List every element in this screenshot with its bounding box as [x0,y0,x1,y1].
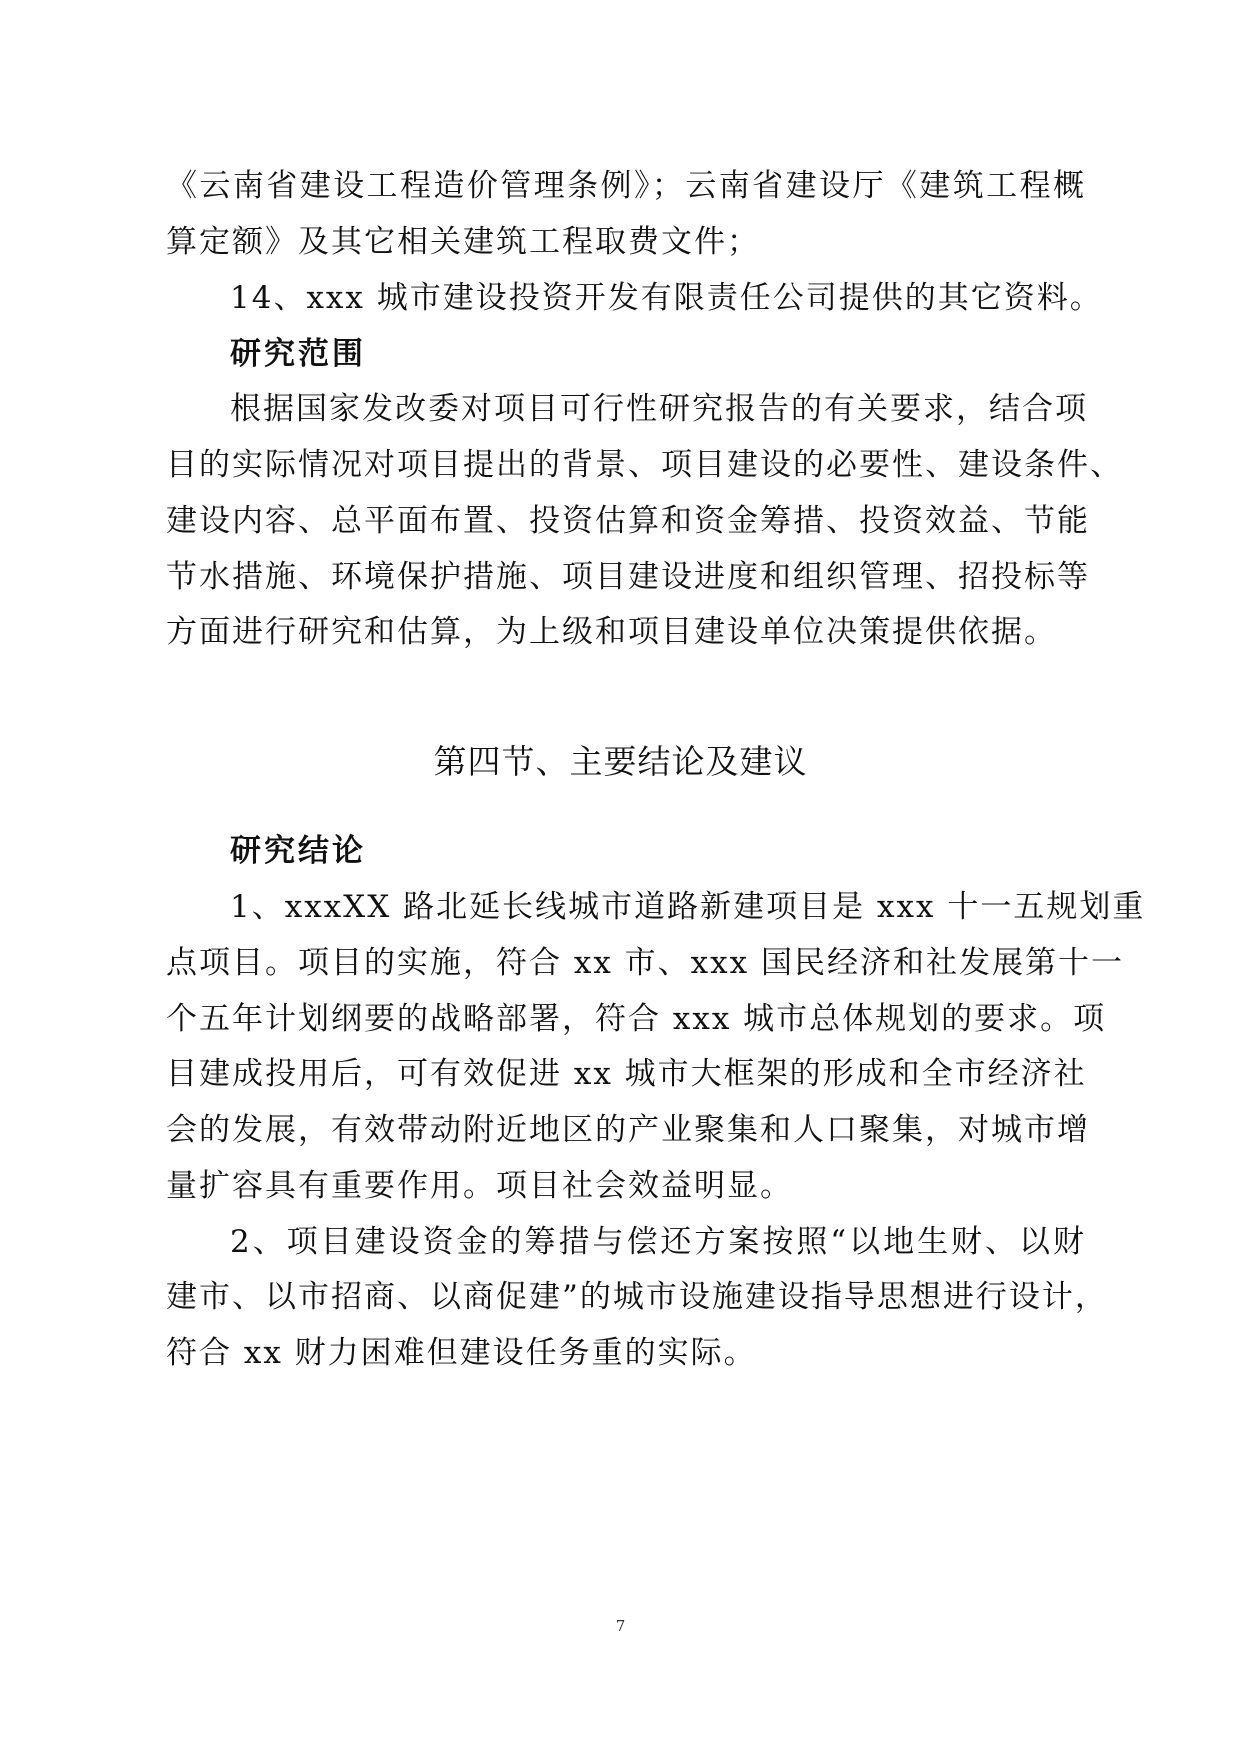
scope-line-3: 建设内容、总平面布置、投资估算和资金筹措、投资效益、节能 [166,503,1090,539]
scope-line-4: 节水措施、环境保护措施、项目建设进度和组织管理、招投标等 [166,559,1090,595]
page-number: 7 [615,1617,626,1635]
conclusion-p1-line-2: 点项目。项目的实施，符合 xx 市、xxx 国民经济和社发展第十一 [166,945,1124,981]
scope-line-1: 根据国家发改委对项目可行性研究报告的有关要求，结合项 [230,391,1088,427]
conclusion-p1-line-3: 个五年计划纲要的战略部署，符合 xxx 城市总体规划的要求。项 [166,1001,1107,1037]
conclusion-p2-line-2: 建市、以市招商、以商促建”的城市设施建设指导思想进行设计， [166,1279,1108,1315]
basis-line-2: 算定额》及其它相关建筑工程取费文件； [166,224,760,260]
basis-line-1: 《云南省建设工程造价管理条例》；云南省建设厅《建筑工程概 [166,168,1086,204]
conclusion-p2-line-1: 2、项目建设资金的筹措与偿还方案按照“以地生财、以财 [230,1224,1086,1260]
conclusion-p1-line-5: 会的发展，有效带动附近地区的产业聚集和人口聚集，对城市增 [166,1112,1090,1148]
basis-item-14: 14、xxx 城市建设投资开发有限责任公司提供的其它资料。 [230,280,1103,316]
scope-heading: 研究范围 [230,336,366,372]
conclusion-p1-line-1: 1、xxxXX 路北延长线城市道路新建项目是 xxx 十一五规划重 [230,889,1146,925]
scope-line-2: 目的实际情况对项目提出的背景、项目建设的必要性、建设条件、 [166,447,1123,483]
scope-line-5: 方面进行研究和估算，为上级和项目建设单位决策提供依据。 [166,614,1057,650]
section-title: 第四节、主要结论及建议 [433,742,808,781]
conclusion-p1-line-4: 目建成投用后，可有效促进 xx 城市大框架的形成和全市经济社 [166,1056,1087,1092]
conclusion-p2-line-3: 符合 xx 财力困难但建设任务重的实际。 [166,1335,757,1371]
conclusion-p1-line-6: 量扩容具有重要作用。项目社会效益明显。 [166,1168,793,1204]
conclusion-heading: 研究结论 [230,833,366,869]
